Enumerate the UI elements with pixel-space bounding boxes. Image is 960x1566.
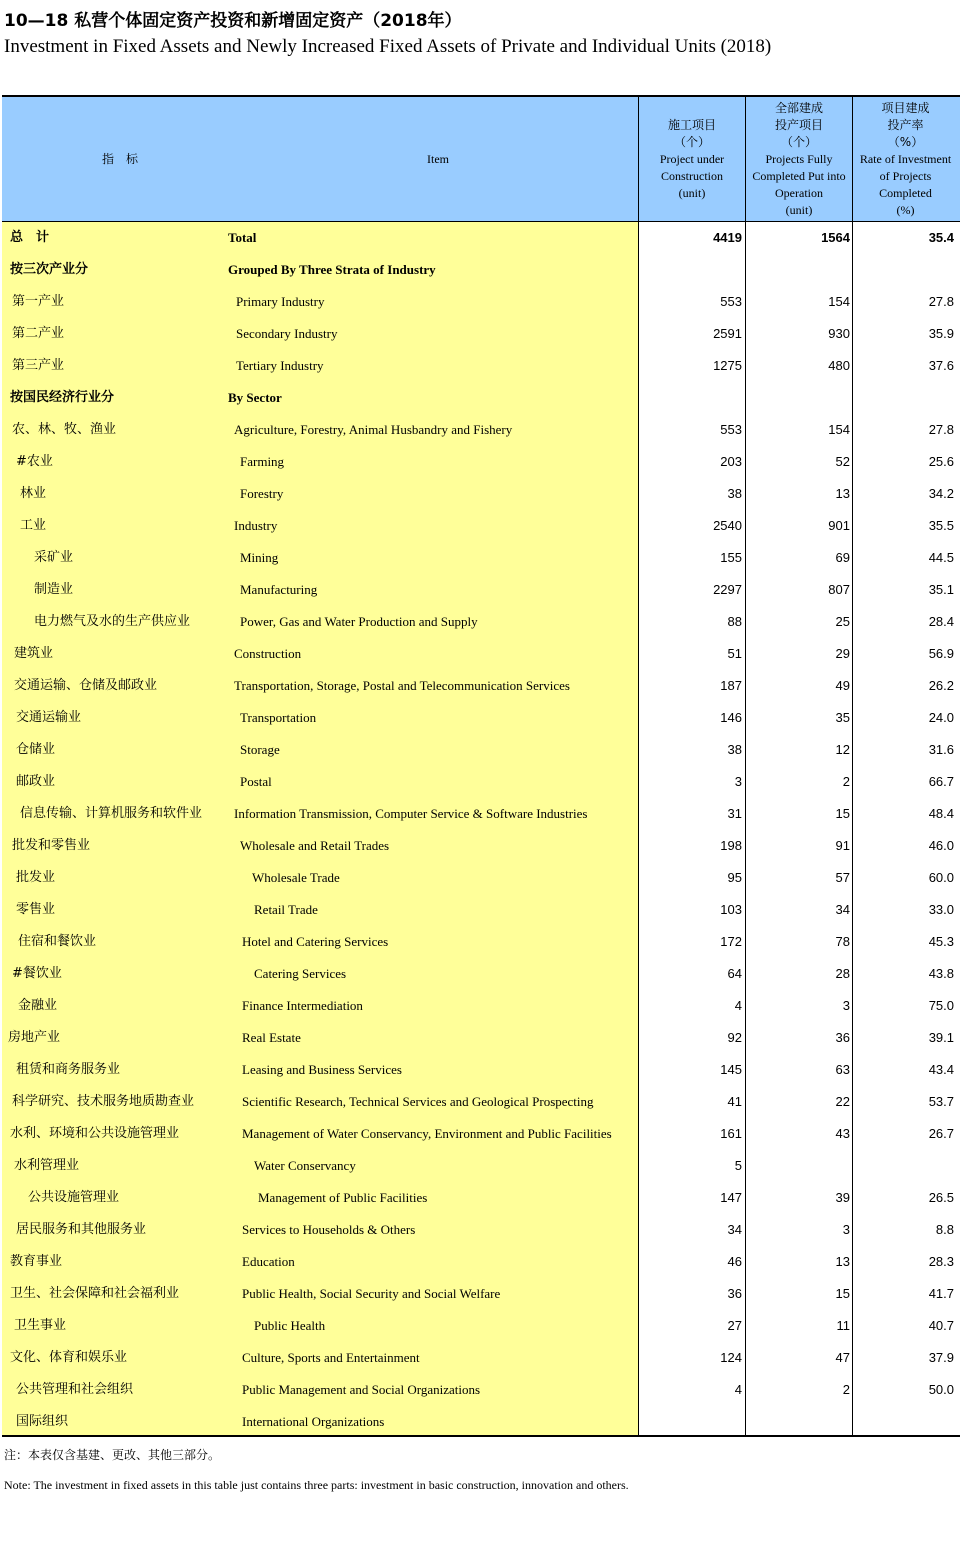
item-en: Transportation, Storage, Postal and Telecommunication Services (234, 678, 570, 693)
table-row (2, 1310, 960, 1342)
projects-completed: 22 (835, 1094, 850, 1109)
projects-completed: 28 (835, 966, 850, 981)
completion-rate: 27.8 (928, 422, 954, 437)
projects-under-construction: 553 (720, 422, 742, 437)
item-en: International Organizations (242, 1414, 385, 1429)
projects-completed: 13 (835, 486, 850, 501)
completion-rate: 27.8 (928, 294, 954, 309)
projects-completed: 63 (835, 1062, 850, 1077)
table-row (2, 1150, 960, 1182)
table-row (2, 670, 960, 702)
completion-rate: 35.5 (928, 518, 954, 533)
projects-completed: 15 (835, 806, 850, 821)
projects-completed: 43 (835, 1126, 850, 1141)
header-indicator: 指 标 (101, 151, 138, 166)
projects-completed: 69 (835, 550, 850, 565)
projects-under-construction: 4419 (713, 230, 742, 245)
projects-under-construction: 88 (727, 614, 742, 629)
projects-completed: 480 (828, 358, 850, 373)
table-row (2, 830, 960, 862)
projects-under-construction: 161 (720, 1126, 742, 1141)
item-en: Services to Households & Others (242, 1222, 416, 1237)
indicator-cn: 教育事业 (10, 1254, 63, 1269)
indicator-cn: 交通运输业 (16, 710, 82, 725)
projects-under-construction: 187 (720, 678, 742, 693)
projects-completed: 2 (842, 1382, 850, 1397)
projects-under-construction: 198 (720, 838, 742, 853)
indicator-cn: 居民服务和其他服务业 (16, 1222, 147, 1237)
header-col3: 项目建成 投产率 （%） Rate of Investment of Projects Completed (%) (859, 100, 952, 217)
indicator-cn: 仓储业 (16, 742, 56, 757)
table-row (2, 990, 960, 1022)
table-row (2, 1406, 960, 1438)
title-cn: 10—18 私营个体固定资产投资和新增固定资产（2018年） (4, 11, 462, 31)
indicator-cn: 工业 (20, 518, 47, 533)
indicator-cn: 按国民经济行业分 (10, 390, 115, 405)
table-row (2, 1022, 960, 1054)
item-en: Finance Intermediation (242, 998, 363, 1013)
indicator-cn: 总 计 (10, 230, 50, 245)
table-row (2, 1182, 960, 1214)
projects-completed: 35 (835, 710, 850, 725)
projects-under-construction: 2297 (713, 582, 742, 597)
table-row (2, 1278, 960, 1310)
projects-completed: 1564 (821, 230, 850, 245)
projects-completed: 2 (842, 774, 850, 789)
table-row (2, 702, 960, 734)
table-row (2, 574, 960, 606)
completion-rate: 75.0 (928, 998, 954, 1013)
projects-under-construction: 64 (727, 966, 742, 981)
completion-rate: 41.7 (928, 1286, 954, 1301)
projects-under-construction: 36 (727, 1286, 742, 1301)
projects-completed: 29 (835, 646, 850, 661)
projects-completed (749, 1406, 850, 1438)
indicator-cn: 批发业 (16, 870, 56, 885)
item-en: Leasing and Business Services (242, 1062, 402, 1077)
completion-rate: 25.6 (928, 454, 954, 469)
table-row (2, 1374, 960, 1406)
projects-completed: 34 (835, 902, 850, 917)
completion-rate: 44.5 (928, 550, 954, 565)
projects-under-construction: 103 (720, 902, 742, 917)
projects-completed: 91 (835, 838, 850, 853)
completion-rate: 37.9 (928, 1350, 954, 1365)
projects-under-construction: 147 (720, 1190, 742, 1205)
projects-under-construction: 203 (720, 454, 742, 469)
projects-completed: 15 (835, 1286, 850, 1301)
item-en: Postal (240, 774, 272, 789)
table-row (2, 734, 960, 766)
item-en: Power, Gas and Water Production and Supply (240, 614, 478, 629)
projects-under-construction (642, 382, 742, 414)
indicator-cn: 农、林、牧、渔业 (12, 422, 117, 437)
header-col1: 施工项目 （个） Project under Construction (unit) (659, 117, 725, 200)
indicator-cn: 电力燃气及水的生产供应业 (34, 614, 191, 629)
table-row (2, 798, 960, 830)
table-row (2, 254, 960, 286)
item-en: Storage (240, 742, 280, 757)
table-row (2, 862, 960, 894)
item-en: Public Management and Social Organizations (242, 1382, 481, 1397)
table-row (2, 1342, 960, 1374)
table-row (2, 1054, 960, 1086)
projects-completed: 39 (835, 1190, 850, 1205)
table-row (2, 766, 960, 798)
projects-under-construction: 2591 (713, 326, 742, 341)
indicator-cn: 国际组织 (16, 1414, 69, 1429)
indicator-cn: 信息传输、计算机服务和软件业 (20, 806, 203, 821)
completion-rate: 60.0 (928, 870, 954, 885)
header-col2: 全部建成 投产项目 （个） Projects Fully Completed Put into Operation (unit) (752, 100, 846, 217)
table-row (2, 894, 960, 926)
projects-under-construction: 1275 (713, 358, 742, 373)
table-row (2, 510, 960, 542)
projects-under-construction: 124 (720, 1350, 742, 1365)
projects-completed: 47 (835, 1350, 850, 1365)
projects-completed: 49 (835, 678, 850, 693)
item-en: Grouped By Three Strata of Industry (228, 262, 436, 277)
completion-rate: 40.7 (928, 1318, 954, 1333)
item-en: Tertiary Industry (236, 358, 324, 373)
table-row (2, 1214, 960, 1246)
completion-rate: 37.6 (928, 358, 954, 373)
table-row (2, 1118, 960, 1150)
completion-rate (856, 1150, 954, 1182)
indicator-cn: 科学研究、技术服务地质勘查业 (12, 1094, 195, 1109)
indicator-cn: 制造业 (34, 582, 74, 597)
completion-rate: 53.7 (928, 1094, 954, 1109)
item-en: Scientific Research, Technical Services and Geological Prospecting (242, 1094, 594, 1109)
table-row (2, 446, 960, 478)
completion-rate: 50.0 (928, 1382, 954, 1397)
projects-completed: 78 (835, 934, 850, 949)
indicator-cn: 采矿业 (34, 550, 74, 565)
item-en: Mining (240, 550, 279, 565)
projects-completed: 13 (835, 1254, 850, 1269)
title-en: Investment in Fixed Assets and Newly Increased Fixed Assets of Private and Individual Units (2018) (4, 36, 772, 57)
projects-under-construction: 5 (734, 1158, 742, 1173)
completion-rate: 39.1 (928, 1030, 954, 1045)
completion-rate: 48.4 (928, 806, 954, 821)
table-row (2, 1086, 960, 1118)
item-en: Wholesale and Retail Trades (240, 838, 390, 853)
projects-under-construction: 4 (734, 998, 742, 1013)
indicator-cn: 文化、体育和娱乐业 (10, 1350, 128, 1365)
projects-under-construction: 3 (734, 774, 742, 789)
projects-completed: 154 (828, 422, 850, 437)
table-row (2, 222, 960, 254)
item-en: Retail Trade (254, 902, 318, 917)
indicator-cn: 公共管理和社会组织 (16, 1382, 134, 1397)
item-en: Culture, Sports and Entertainment (242, 1350, 420, 1365)
completion-rate: 26.5 (928, 1190, 954, 1205)
projects-completed (749, 254, 850, 286)
indicator-cn: 第一产业 (12, 294, 65, 309)
completion-rate (856, 382, 954, 414)
table-row (2, 1246, 960, 1278)
indicator-cn: 林业 (20, 486, 47, 501)
data-table (2, 95, 960, 1437)
projects-completed: 52 (835, 454, 850, 469)
table-row (2, 382, 960, 414)
completion-rate: 31.6 (928, 742, 954, 757)
table-row (2, 318, 960, 350)
completion-rate: 46.0 (928, 838, 954, 853)
projects-under-construction: 92 (727, 1030, 742, 1045)
indicator-cn: 公共设施管理业 (28, 1190, 120, 1205)
completion-rate: 35.9 (928, 326, 954, 341)
indicator-cn: 卫生、社会保障和社会福利业 (10, 1286, 180, 1301)
projects-under-construction (642, 254, 742, 286)
table-row (2, 606, 960, 638)
projects-completed (749, 382, 850, 414)
indicator-cn: 水利、环境和公共设施管理业 (10, 1126, 180, 1141)
indicator-cn: 建筑业 (14, 646, 54, 661)
header-item: Item (427, 151, 449, 166)
table-row (2, 350, 960, 382)
item-en: Farming (240, 454, 285, 469)
projects-under-construction: 31 (727, 806, 742, 821)
indicator-cn: 邮政业 (16, 774, 56, 789)
completion-rate: 45.3 (928, 934, 954, 949)
projects-completed (749, 1150, 850, 1182)
item-en: Total (228, 230, 257, 245)
projects-completed: 3 (842, 1222, 850, 1237)
completion-rate: 66.7 (928, 774, 954, 789)
projects-completed: 901 (828, 518, 850, 533)
indicator-cn: 房地产业 (8, 1030, 61, 1045)
projects-under-construction: 27 (727, 1318, 742, 1333)
table-row (2, 478, 960, 510)
projects-under-construction: 51 (727, 646, 742, 661)
note-cn: 注：本表仅含基建、更改、其他三部分。 (4, 1448, 221, 1462)
item-en: Real Estate (242, 1030, 301, 1045)
table-row (2, 286, 960, 318)
completion-rate: 56.9 (928, 646, 954, 661)
projects-completed: 930 (828, 326, 850, 341)
item-en: Management of Water Conservancy, Environment and Public Facilities (242, 1126, 612, 1141)
item-en: Forestry (240, 486, 284, 501)
indicator-cn: 水利管理业 (14, 1158, 80, 1173)
item-en: Public Health (254, 1318, 326, 1333)
completion-rate: 26.2 (928, 678, 954, 693)
projects-under-construction: 34 (727, 1222, 742, 1237)
projects-under-construction: 155 (720, 550, 742, 565)
table-row (2, 926, 960, 958)
indicator-cn: 租赁和商务服务业 (16, 1062, 121, 1077)
projects-under-construction: 46 (727, 1254, 742, 1269)
indicator-cn: 按三次产业分 (10, 262, 89, 277)
indicator-cn: 交通运输、仓储及邮政业 (14, 678, 158, 693)
projects-completed: 3 (842, 998, 850, 1013)
indicator-cn: 批发和零售业 (12, 838, 91, 853)
item-en: Education (242, 1254, 295, 1269)
note-en: Note: The investment in fixed assets in this table just contains three parts: investment in basic construction, innovation and others. (4, 1478, 629, 1492)
projects-under-construction: 4 (734, 1382, 742, 1397)
completion-rate: 8.8 (935, 1222, 954, 1237)
completion-rate: 26.7 (928, 1126, 954, 1141)
completion-rate (856, 1406, 954, 1438)
projects-completed: 154 (828, 294, 850, 309)
completion-rate: 35.4 (928, 230, 954, 245)
completion-rate: 43.8 (928, 966, 954, 981)
projects-under-construction: 553 (720, 294, 742, 309)
item-en: By Sector (228, 390, 282, 405)
completion-rate: 28.4 (928, 614, 954, 629)
completion-rate: 24.0 (928, 710, 954, 725)
projects-under-construction: 41 (727, 1094, 742, 1109)
projects-under-construction: 2540 (713, 518, 742, 533)
projects-under-construction: 38 (727, 742, 742, 757)
item-en: Information Transmission, Computer Service & Software Industries (234, 806, 588, 821)
item-en: Hotel and Catering Services (242, 934, 389, 949)
table-row (2, 638, 960, 670)
table-row (2, 414, 960, 446)
projects-under-construction: 145 (720, 1062, 742, 1077)
item-en: Construction (234, 646, 302, 661)
completion-rate: 34.2 (928, 486, 954, 501)
table-row (2, 958, 960, 990)
projects-completed: 11 (836, 1318, 850, 1333)
item-en: Industry (234, 518, 278, 533)
item-en: Wholesale Trade (252, 870, 340, 885)
indicator-cn: 卫生事业 (14, 1318, 67, 1333)
projects-under-construction: 38 (727, 486, 742, 501)
indicator-cn: 第二产业 (12, 326, 65, 341)
projects-under-construction (642, 1406, 742, 1438)
projects-under-construction: 146 (720, 710, 742, 725)
projects-under-construction: 95 (727, 870, 742, 885)
item-en: Secondary Industry (236, 326, 338, 341)
projects-completed: 12 (835, 742, 850, 757)
indicator-cn: 住宿和餐饮业 (18, 934, 97, 949)
indicator-cn: 零售业 (16, 902, 56, 917)
indicator-cn: 金融业 (18, 998, 58, 1013)
item-en: Agriculture, Forestry, Animal Husbandry and Fishery (234, 422, 513, 437)
indicator-cn: 第三产业 (12, 358, 65, 373)
completion-rate: 28.3 (928, 1254, 954, 1269)
completion-rate: 43.4 (928, 1062, 954, 1077)
item-en: Water Conservancy (254, 1158, 356, 1173)
table-row (2, 542, 960, 574)
indicator-cn: #农业 (16, 454, 53, 469)
completion-rate: 33.0 (928, 902, 954, 917)
projects-completed: 57 (835, 870, 850, 885)
indicator-cn: #餐饮业 (12, 966, 62, 981)
projects-completed: 36 (835, 1030, 850, 1045)
projects-completed: 25 (835, 614, 850, 629)
completion-rate (856, 254, 954, 286)
item-en: Catering Services (254, 966, 347, 981)
completion-rate: 35.1 (928, 582, 954, 597)
projects-under-construction: 172 (720, 934, 742, 949)
item-en: Primary Industry (236, 294, 325, 309)
item-en: Transportation (240, 710, 317, 725)
table-header (2, 97, 960, 222)
item-en: Management of Public Facilities (258, 1190, 428, 1205)
item-en: Public Health, Social Security and Social Welfare (242, 1286, 501, 1301)
item-en: Manufacturing (240, 582, 318, 597)
projects-completed: 807 (828, 582, 850, 597)
